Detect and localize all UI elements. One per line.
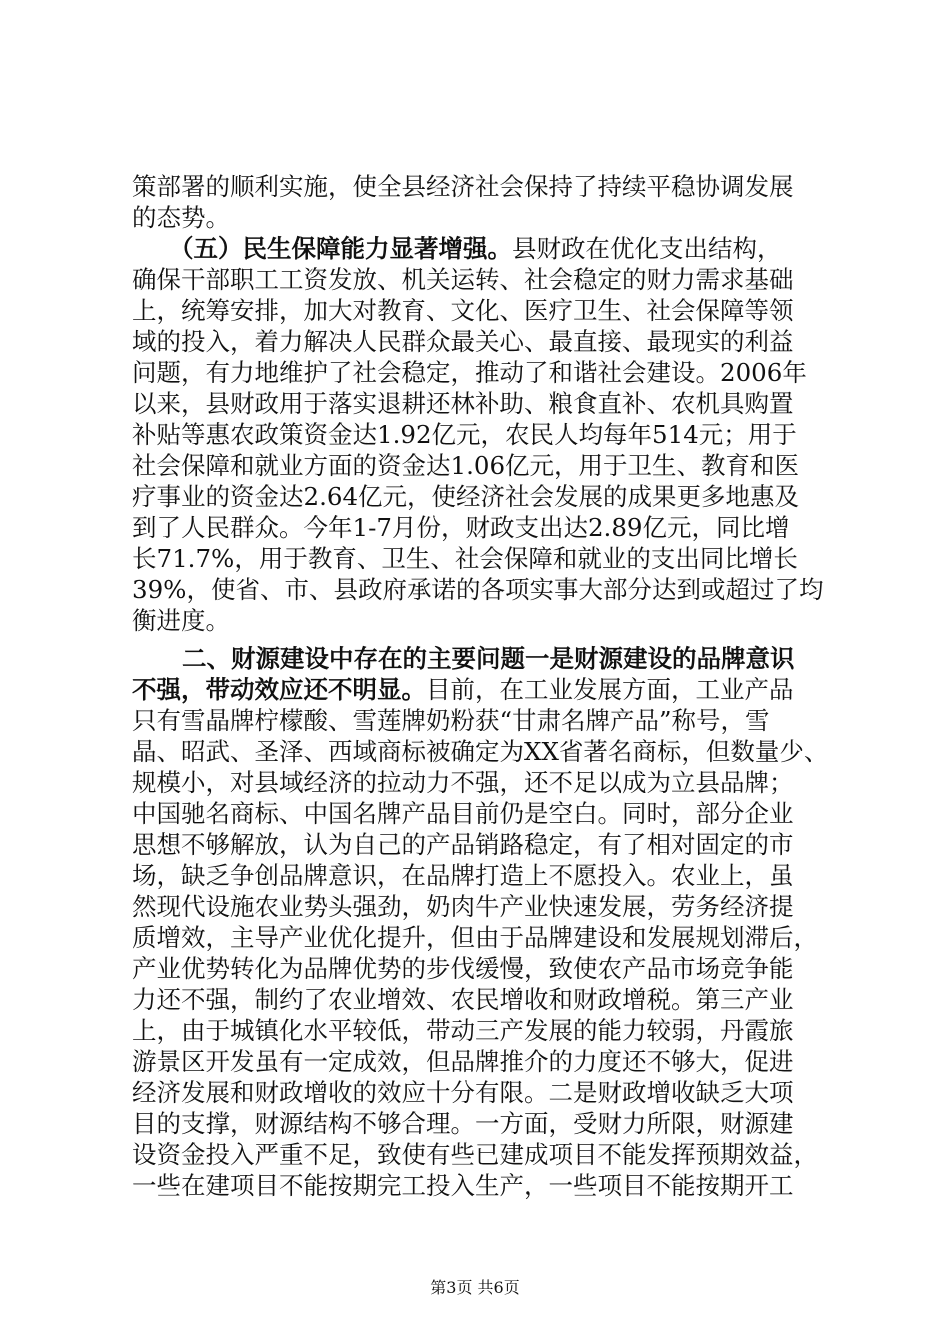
text-line: 域的投入，着力解决人民群众最关心、最直接、最现实的利益 [132,327,794,356]
text-line: 游景区开发虽有一定成效，但品牌推介的力度还不够大，促进 [132,1047,794,1076]
text-line: 然现代设施农业势头强劲，奶肉牛产业快速发展，劳务经济提 [132,892,794,921]
text-line: 一些在建项目不能按期完工投入生产，一些项目不能按期开工 [132,1171,794,1200]
text-line: 上，统筹安排，加大对教育、文化、医疗卫生、社会保障等领 [132,296,794,325]
text-line: 思想不够解放，认为自己的产品销路稳定，有了相对固定的市 [132,830,794,859]
text-line [132,674,832,705]
text-line: 经济发展和财政增收的效应十分有限。二是财政增收缺乏大项 [132,1078,794,1107]
text-line: 质增效，主导产业优化提升，但由于品牌建设和发展规划滞后， [132,923,818,952]
text-line: 只有雪晶牌柠檬酸、雪莲牌奶粉获“甘肃名牌产品”称号，雪 [132,706,770,735]
section-heading: （五）民生保障能力显著增强。 [169,234,512,263]
text-line: 设资金投入严重不足，致使有些已建成项目不能发挥预期效益， [132,1140,818,1169]
text-run: 目前，在工业发展方面，工业产品 [426,675,794,704]
text-line: 39%，使省、市、县政府承诺的各项实事大部分达到或超过了均 [132,575,824,604]
text-line: 力还不强，制约了农业增效、农民增收和财政增税。第三产业 [132,985,794,1014]
text-line: 疗事业的资金达2.64亿元，使经济社会发展的成果更多地惠及 [132,482,800,511]
text-run: 县财政在优化支出结构， [512,234,782,263]
page-number: 第3页 共6页 [430,1278,520,1297]
text-line: 以来，县财政用于落实退耕还林补助、粮食直补、农机具购置 [132,389,794,418]
section-heading: 二、财源建设中存在的主要问题一是财源建设的品牌意识 [182,644,795,673]
page-footer [0,1275,950,1298]
text-line: 规模小，对县域经济的拉动力不强，还不足以成为立县品牌； [132,768,794,797]
text-line: 中国驰名商标、中国名牌产品目前仍是空白。同时，部分企业 [132,799,794,828]
text-line [132,643,832,674]
document-body [132,171,832,1201]
text-line: 场，缺乏争创品牌意识，在品牌打造上不愿投入。农业上，虽 [132,861,794,890]
text-line: 的态势。 [132,203,230,232]
text-line: 上，由于城镇化水平较低，带动三产发展的能力较弱，丹霞旅 [132,1016,794,1045]
text-line: 补贴等惠农政策资金达1.92亿元，农民人均每年514元；用于 [132,420,797,449]
section-heading: 不强，带动效应还不明显。 [132,675,426,704]
text-line: 长71.7%，用于教育、卫生、社会保障和就业的支出同比增长 [132,544,798,573]
text-line: 晶、昭武、圣泽、西域商标被确定为XX省著名商标，但数量少、 [132,737,829,766]
text-line: 社会保障和就业方面的资金达1.06亿元，用于卫生、教育和医 [132,451,800,480]
text-line: 策部署的顺利实施，使全县经济社会保持了持续平稳协调发展 [132,172,794,201]
text-line: 到了人民群众。今年1-7月份，财政支出达2.89亿元，同比增 [132,513,790,542]
text-line: 产业优势转化为品牌优势的步伐缓慢，致使农产品市场竞争能 [132,954,794,983]
text-line: 目的支撑，财源结构不够合理。一方面，受财力所限，财源建 [132,1109,794,1138]
text-line [132,233,832,264]
text-line: 衡进度。 [132,606,230,635]
text-line: 确保干部职工工资发放、机关运转、社会稳定的财力需求基础 [132,265,794,294]
text-line: 问题，有力地维护了社会稳定，推动了和谐社会建设。2006年 [132,358,807,387]
